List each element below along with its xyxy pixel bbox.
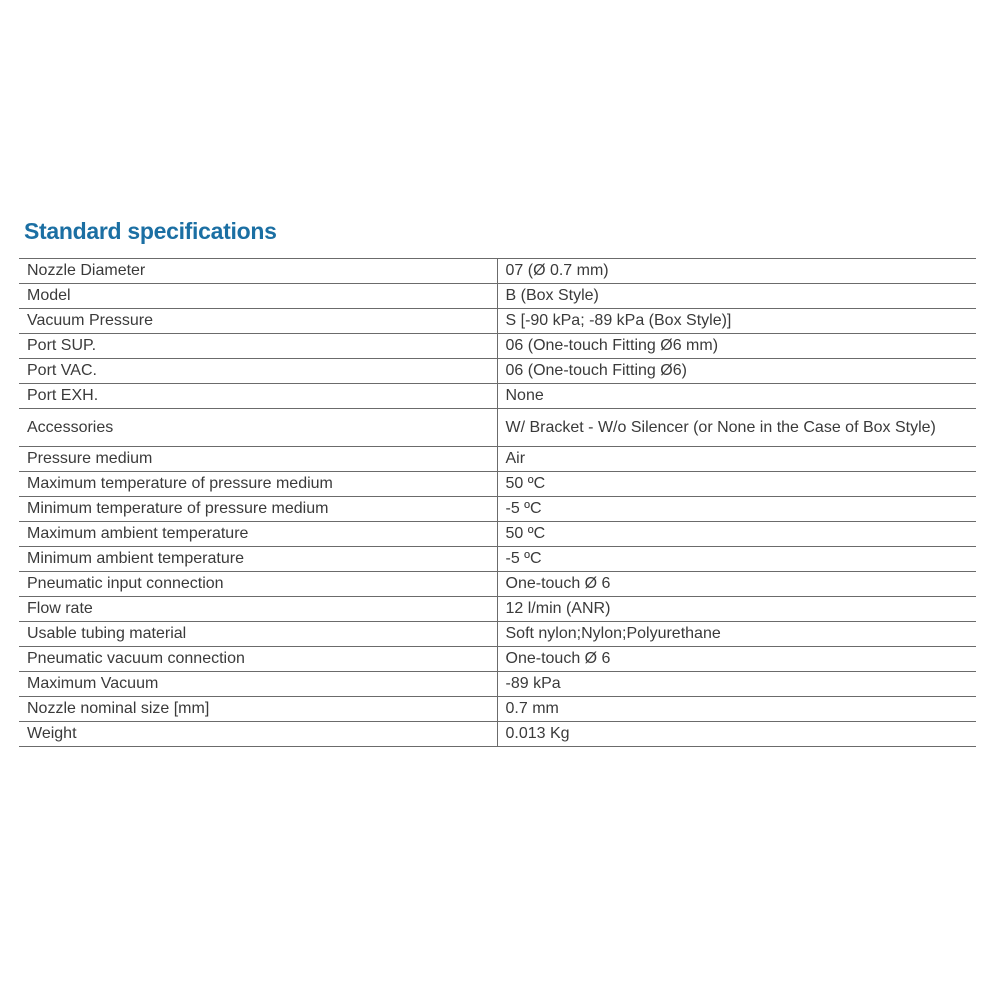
spec-label: Maximum temperature of pressure medium — [19, 472, 497, 497]
spec-label: Usable tubing material — [19, 622, 497, 647]
spec-label: Vacuum Pressure — [19, 309, 497, 334]
table-row — [19, 409, 976, 447]
spec-value: B (Box Style) — [497, 284, 976, 309]
spec-value: -5 ºC — [497, 497, 976, 522]
spec-value: 06 (One-touch Fitting Ø6) — [497, 359, 976, 384]
spec-value: W/ Bracket - W/o Silencer (or None in the Case of Box Style) — [497, 409, 976, 447]
spec-value: -89 kPa — [497, 672, 976, 697]
spec-label: Weight — [19, 722, 497, 747]
spec-value: 0.7 mm — [497, 697, 976, 722]
spec-value: Air — [497, 447, 976, 472]
spec-value: One-touch Ø 6 — [497, 572, 976, 597]
table-row — [19, 359, 976, 384]
table-row — [19, 447, 976, 472]
spec-label: Port SUP. — [19, 334, 497, 359]
spec-value: Soft nylon;Nylon;Polyurethane — [497, 622, 976, 647]
spec-value: 12 l/min (ANR) — [497, 597, 976, 622]
spec-label: Nozzle Diameter — [19, 259, 497, 284]
table-row — [19, 622, 976, 647]
table-row — [19, 259, 976, 284]
spec-value: None — [497, 384, 976, 409]
spec-value: 50 ºC — [497, 522, 976, 547]
table-row — [19, 547, 976, 572]
table-row — [19, 472, 976, 497]
spec-label: Accessories — [19, 409, 497, 447]
spec-value: One-touch Ø 6 — [497, 647, 976, 672]
spec-label: Minimum ambient temperature — [19, 547, 497, 572]
spec-label: Port EXH. — [19, 384, 497, 409]
spec-value: S [-90 kPa; -89 kPa (Box Style)] — [497, 309, 976, 334]
spec-label: Port VAC. — [19, 359, 497, 384]
table-row — [19, 697, 976, 722]
page-title: Standard specifications — [24, 218, 277, 244]
spec-label: Maximum Vacuum — [19, 672, 497, 697]
specifications-table — [19, 258, 976, 747]
spec-value: 50 ºC — [497, 472, 976, 497]
table-row — [19, 384, 976, 409]
table-row — [19, 647, 976, 672]
spec-label: Minimum temperature of pressure medium — [19, 497, 497, 522]
spec-value: 0.013 Kg — [497, 722, 976, 747]
spec-label: Model — [19, 284, 497, 309]
table-row — [19, 572, 976, 597]
table-row — [19, 309, 976, 334]
table-row — [19, 497, 976, 522]
spec-label: Pneumatic input connection — [19, 572, 497, 597]
table-row — [19, 334, 976, 359]
table-row — [19, 597, 976, 622]
spec-value: 07 (Ø 0.7 mm) — [497, 259, 976, 284]
spec-label: Maximum ambient temperature — [19, 522, 497, 547]
table-row — [19, 672, 976, 697]
table-row — [19, 284, 976, 309]
spec-label: Pneumatic vacuum connection — [19, 647, 497, 672]
spec-value: -5 ºC — [497, 547, 976, 572]
spec-label: Nozzle nominal size [mm] — [19, 697, 497, 722]
table-row — [19, 522, 976, 547]
spec-label: Flow rate — [19, 597, 497, 622]
spec-label: Pressure medium — [19, 447, 497, 472]
spec-value: 06 (One-touch Fitting Ø6 mm) — [497, 334, 976, 359]
table-row — [19, 722, 976, 747]
